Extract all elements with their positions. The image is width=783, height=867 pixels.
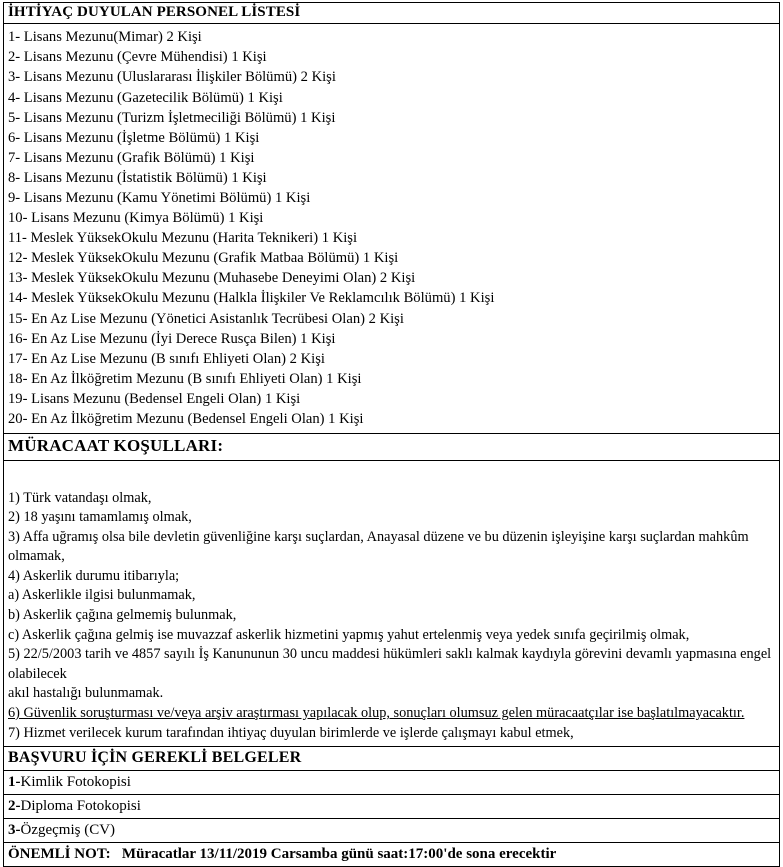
document-item-label: Diploma Fotokopisi: [20, 798, 141, 815]
personnel-list: [4, 24, 779, 434]
document-item-number: 3-: [8, 822, 21, 839]
list-item: 9- Lisans Mezunu (Kamu Yönetimi Bölümü) 1 Kişi: [8, 190, 311, 206]
important-note-label: ÖNEMLİ NOT:: [8, 846, 111, 863]
list-item: 7- Lisans Mezunu (Grafik Bölümü) 1 Kişi: [8, 149, 255, 166]
list-item: 16- En Az Lise Mezunu (İyi Derece Rusça Bilen) 1 Kişi: [8, 330, 336, 347]
document-item-label: Kimlik Fotokopisi: [20, 774, 131, 791]
document-item-label: Özgeçmiş (CV): [20, 822, 116, 839]
condition-item: 1) Türk vatandaşı olmak,: [8, 489, 152, 506]
list-item: 20- En Az İlköğretim Mezunu (Bedensel Engeli Olan) 1 Kişi: [8, 411, 364, 428]
condition-item: akıl hastalığı bulunmamak.: [8, 685, 164, 702]
conditions-section: [4, 461, 779, 748]
condition-item: a) Askerlikle ilgisi bulunmamak,: [8, 587, 196, 604]
list-item: 3- Lisans Mezunu (Uluslararası İlişkiler Bölümü) 2 Kişi: [8, 69, 336, 86]
condition-item: 2) 18 yaşını tamamlamış olmak,: [8, 509, 192, 526]
condition-item: 3) Affa uğramış olsa bile devletin güvenliğine karşı suçlardan, Anayasal düzene ve bu düzenin işleyişine karşı suçlardan mahkûm olmamak,: [8, 528, 749, 565]
list-item: 17- En Az Lise Mezunu (B sınıfı Ehliyeti Olan) 2 Kişi: [8, 350, 325, 367]
list-item: 15- En Az Lise Mezunu (Yönetici Asistanlık Tecrübesi Olan) 2 Kişi: [8, 310, 404, 327]
list-item: 18- En Az İlköğretim Mezunu (B sınıfı Ehliyeti Olan) 1 Kişi: [8, 370, 362, 387]
list-item: 19- Lisans Mezunu (Bedensel Engeli Olan) 1 Kişi: [8, 390, 301, 407]
condition-item: 4) Askerlik durumu itibarıyla;: [8, 567, 180, 584]
list-item: 4- Lisans Mezunu (Gazetecilik Bölümü) 1 Kişi: [8, 89, 283, 106]
document-item: [4, 771, 779, 795]
condition-item: b) Askerlik çağına gelmemiş bulunmak,: [8, 607, 237, 624]
list-item: 2- Lisans Mezunu (Çevre Mühendisi) 1 Kişi: [8, 49, 267, 66]
document-item-number: 1-: [8, 774, 21, 791]
conditions-spacer: [8, 463, 775, 489]
important-note: [4, 843, 779, 866]
list-item: 6- Lisans Mezunu (İşletme Bölümü) 1 Kişi: [8, 129, 260, 146]
document-header-title: İHTİYAÇ DUYULAN PERSONEL LİSTESİ: [4, 3, 779, 24]
list-item: 8- Lisans Mezunu (İstatistik Bölümü) 1 Kişi: [8, 169, 267, 186]
condition-item: c) Askerlik çağına gelmiş ise muvazzaf askerlik hizmetini yapmış yahut ertelenmiş veya yedek sınıfa geçirilmiş olmak,: [8, 626, 690, 643]
list-item: 13- Meslek YüksekOkulu Mezunu (Muhasebe Deneyimi Olan) 2 Kişi: [8, 270, 416, 287]
condition-item-underlined: 6) Güvenlik soruşturması ve/veya arşiv araştırması yapılacak olup, sonuçları olumsuz gelen müracaatçılar ise başlatılmayacaktır.: [8, 705, 745, 722]
announcement-document: [3, 2, 780, 867]
conditions-section-title: MÜRACAAT KOŞULLARI:: [4, 434, 779, 460]
list-item: 12- Meslek YüksekOkulu Mezunu (Grafik Matbaa Bölümü) 1 Kişi: [8, 250, 399, 267]
document-item-number: 2-: [8, 798, 21, 815]
important-note-text: Müracatlar 13/11/2019 Carsamba günü saat:17:00'de sona erecektir: [121, 846, 557, 863]
list-item: 5- Lisans Mezunu (Turizm İşletmeciliği Bölümü) 1 Kişi: [8, 109, 336, 126]
condition-item: 7) Hizmet verilecek kurum tarafından ihtiyaç duyulan birimlerde ve işlerde çalışmayı kabul etmek,: [8, 724, 574, 741]
list-item: 10- Lisans Mezunu (Kimya Bölümü) 1 Kişi: [8, 210, 264, 227]
documents-section-title: BAŞVURU İÇİN GEREKLİ BELGELER: [4, 747, 779, 771]
condition-item: 5) 22/5/2003 tarih ve 4857 sayılı İş Kanununun 30 uncu maddesi hükümleri saklı kalmak kaydıyla görevini devamlı yapmasına engel olabilecek: [8, 646, 772, 682]
list-item: 1- Lisans Mezunu(Mimar) 2 Kişi: [8, 29, 202, 46]
list-item: 14- Meslek YüksekOkulu Mezunu (Halkla İlişkiler Ve Reklamcılık Bölümü) 1 Kişi: [8, 290, 495, 307]
document-item: [4, 819, 779, 843]
list-item: 11- Meslek YüksekOkulu Mezunu (Harita Teknikeri) 1 Kişi: [8, 230, 358, 247]
document-item: [4, 795, 779, 819]
